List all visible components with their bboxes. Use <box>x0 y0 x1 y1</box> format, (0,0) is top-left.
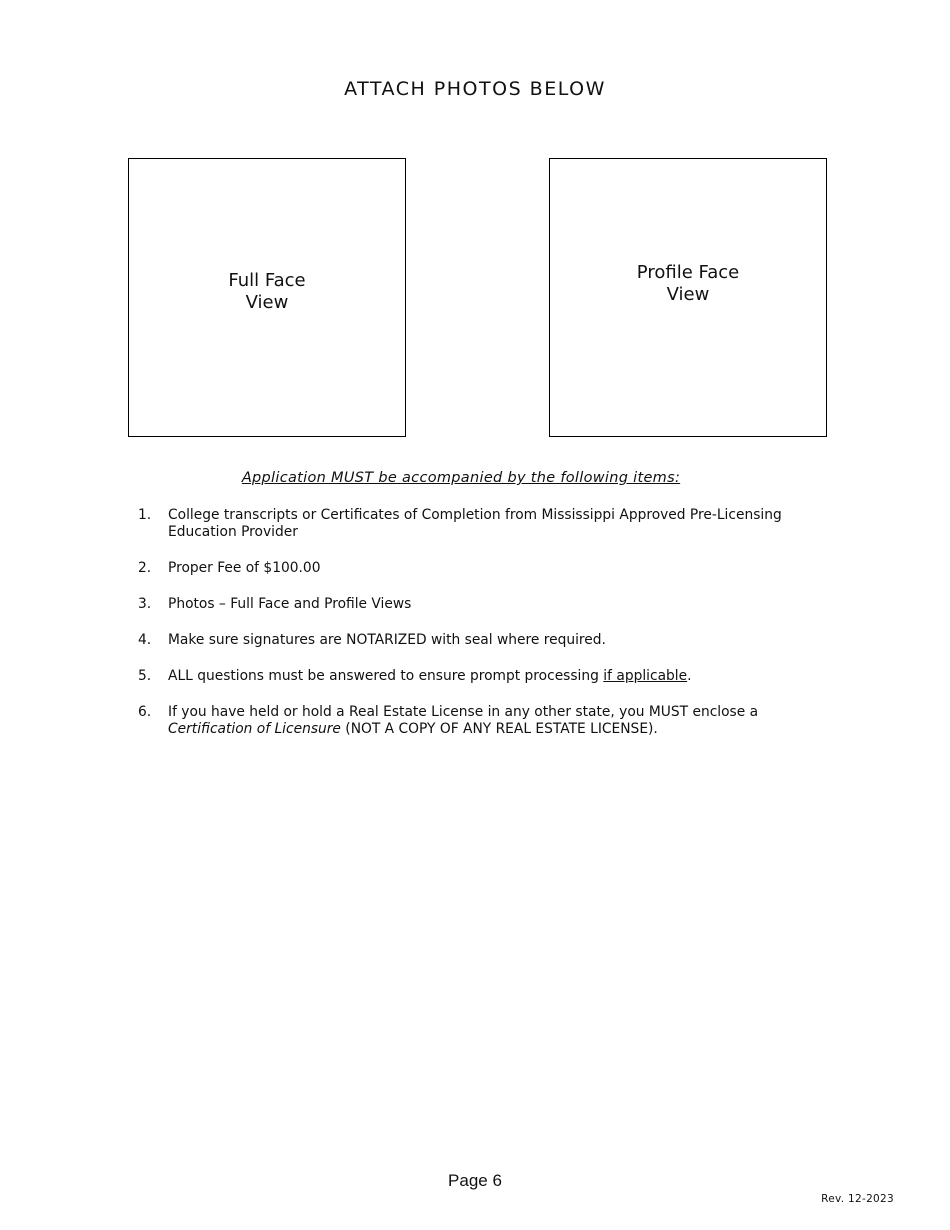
requirement-number: 1. <box>138 507 152 523</box>
requirement-text-end: (NOT A COPY OF ANY REAL ESTATE LICENSE). <box>340 721 658 737</box>
full-face-photo-box <box>128 158 406 437</box>
requirement-item-4 <box>138 632 818 649</box>
requirement-text: Proper Fee of $100.00 <box>168 560 321 576</box>
requirements-heading: Application MUST be accompanied by the following items: <box>241 470 681 486</box>
requirement-item-2 <box>138 560 818 577</box>
page-number: Page 6 <box>448 1171 502 1190</box>
requirement-item-5 <box>138 668 818 685</box>
full-face-label-line1: Full Face <box>228 270 306 291</box>
requirement-text: Make sure signatures are NOTARIZED with seal where required. <box>168 632 606 648</box>
certification-of-licensure-text: Certification of Licensure <box>168 721 341 737</box>
requirement-item-3 <box>138 596 818 613</box>
requirement-text: ALL questions must be answered to ensure prompt processing <box>168 668 604 684</box>
revision-label: Rev. 12-2023 <box>821 1193 894 1205</box>
requirement-text: Photos – Full Face and Profile Views <box>168 596 412 612</box>
requirement-text: College transcripts or Certificates of Completion from Mississippi Approved Pre-Licensing Education Provider <box>168 507 782 540</box>
page-title: ATTACH PHOTOS BELOW <box>344 78 606 100</box>
requirement-number: 6. <box>138 704 152 720</box>
profile-face-label <box>550 262 826 306</box>
requirement-text: If you have held or hold a Real Estate License in any other state, you MUST enclose a <box>168 704 759 720</box>
full-face-label <box>129 270 405 314</box>
requirements-list <box>138 507 818 757</box>
requirement-number: 5. <box>138 668 152 684</box>
requirement-item-6 <box>138 704 818 738</box>
requirement-item-1 <box>138 507 818 541</box>
if-applicable-text: if applicable <box>603 668 688 684</box>
requirement-number: 2. <box>138 560 152 576</box>
requirement-text-end: . <box>687 668 692 684</box>
profile-face-label-line1: Profile Face <box>636 262 740 283</box>
profile-face-photo-box <box>549 158 827 437</box>
profile-face-label-line2: View <box>666 284 710 305</box>
requirement-number: 4. <box>138 632 152 648</box>
requirement-number: 3. <box>138 596 152 612</box>
full-face-label-line2: View <box>245 292 289 313</box>
